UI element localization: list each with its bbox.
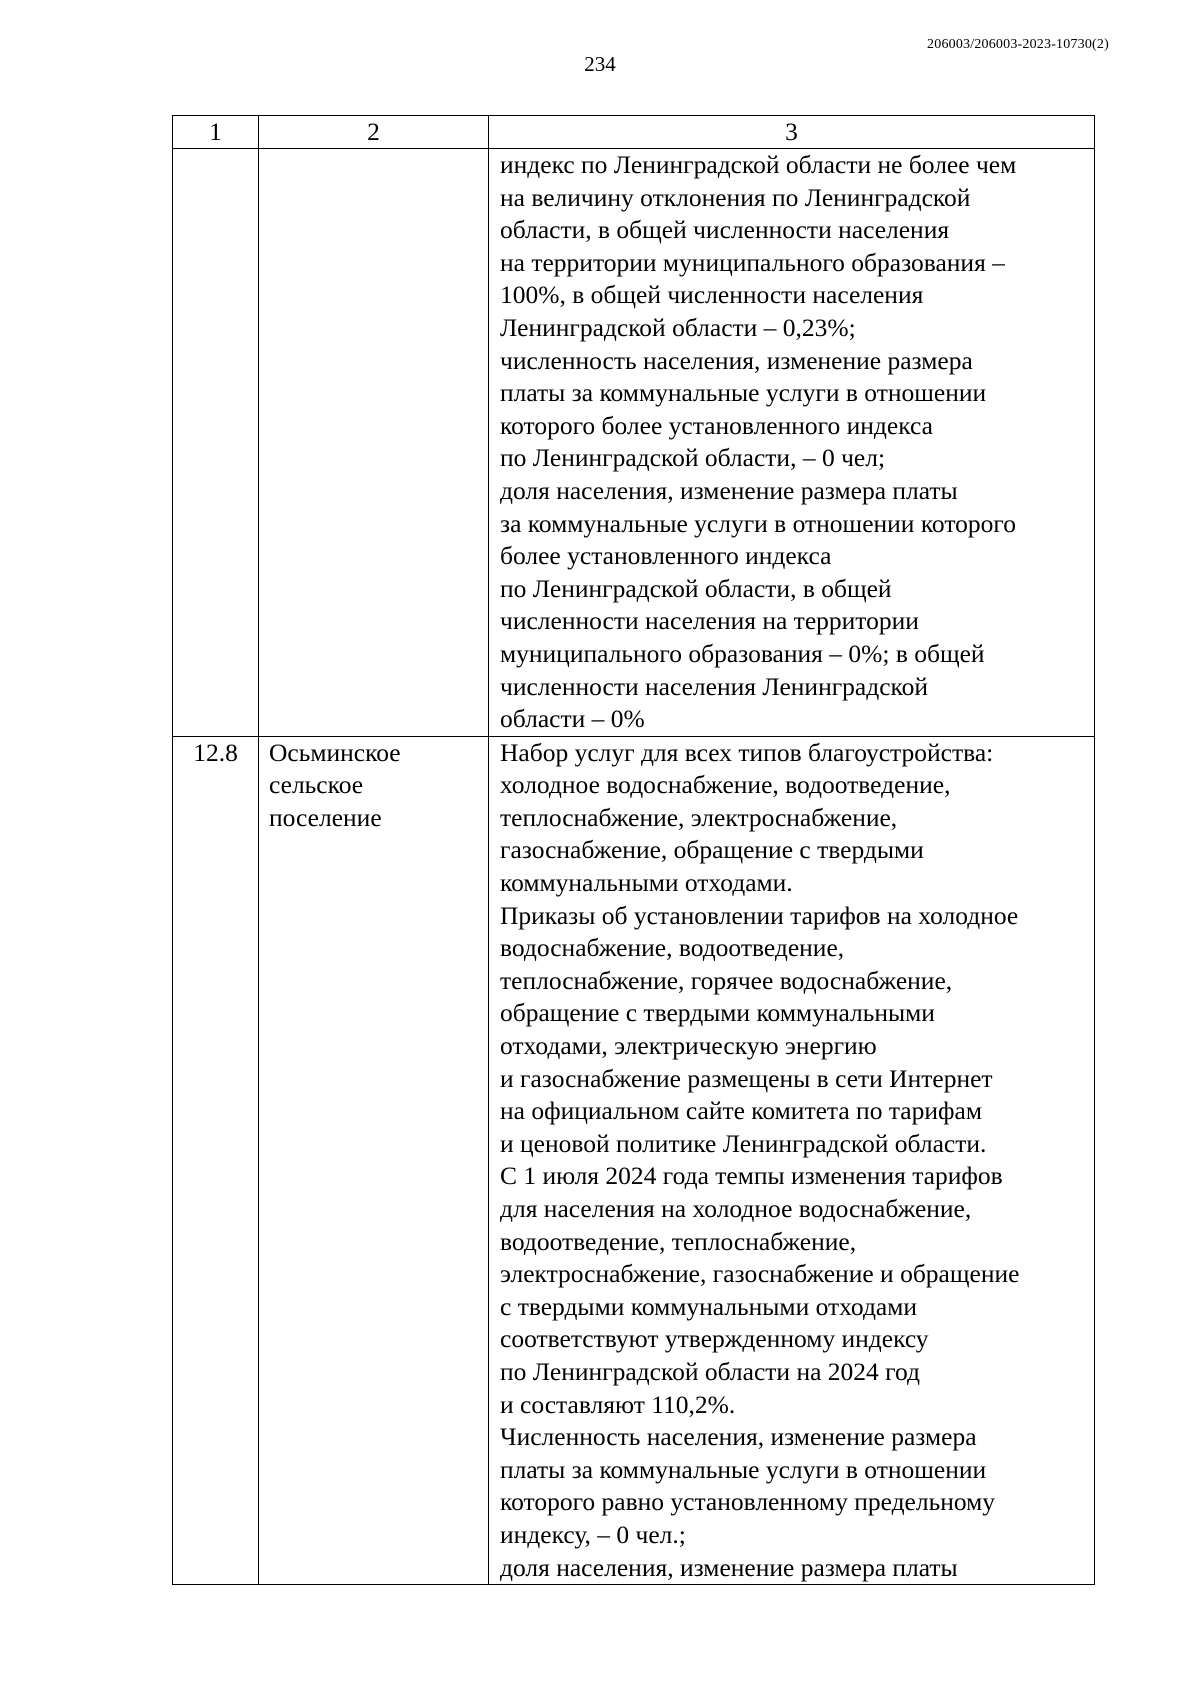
description-cell xyxy=(489,736,1095,1584)
row-number-cell: 12.8 xyxy=(173,736,259,1584)
text-line: индексу, – 0 чел.; xyxy=(500,1519,686,1549)
text-line: для населения на холодное водоснабжение, xyxy=(500,1194,972,1223)
text-line: численность населения, изменение размера xyxy=(500,345,973,375)
text-line: на величину отклонения по Ленинградской xyxy=(500,182,971,212)
text-line: Численность населения, изменение размера xyxy=(500,1422,977,1452)
column-header: 3 xyxy=(489,116,1095,149)
text-line: Ленинградской области – 0,23%; xyxy=(500,312,856,342)
text-line: за коммунальные услуги в отношении которого xyxy=(500,508,1016,538)
text-line: и газоснабжение размещены в сети Интернет xyxy=(500,1063,993,1093)
text-line: коммунальными отходами. xyxy=(500,868,793,898)
text-line: по Ленинградской области на 2024 год xyxy=(500,1356,920,1386)
text-line: платы за коммунальные услуги в отношении xyxy=(500,1454,987,1484)
text-line: Приказы об установлении тарифов на холодное xyxy=(500,900,1019,930)
column-header: 2 xyxy=(259,116,489,149)
text-line: отходами, электрическую энергию xyxy=(500,1031,877,1061)
description-cell xyxy=(489,149,1095,737)
data-table xyxy=(172,115,1095,1585)
text-line: по Ленинградской области, в общей xyxy=(500,573,892,603)
text-line: 100%, в общей численности населения xyxy=(500,280,924,310)
text-line: численности населения на территории xyxy=(500,606,919,636)
text-line: и ценовой политике Ленинградской области. xyxy=(500,1128,987,1158)
text-line: по Ленинградской области, – 0 чел; xyxy=(500,443,886,473)
text-line: теплоснабжение, горячее водоснабжение, xyxy=(500,965,953,995)
text-line: с твердыми коммунальными отходами xyxy=(500,1291,918,1321)
text-line: области – 0% xyxy=(500,704,645,734)
text-line: доля населения, изменение размера платы xyxy=(500,475,958,505)
document-id: 206003/206003-2023-10730(2) xyxy=(927,37,1109,52)
text-line: водоснабжение, водоотведение, xyxy=(500,933,845,963)
text-line: Набор услуг для всех типов благоустройства: xyxy=(500,737,994,767)
table-row xyxy=(173,149,1095,737)
text-line: холодное водоснабжение, водоотведение, xyxy=(500,770,951,800)
text-line: индекс по Ленинградской области не более чем xyxy=(500,150,1017,179)
text-line: на официальном сайте комитета по тарифам xyxy=(500,1096,982,1126)
text-line: водоотведение, теплоснабжение, xyxy=(500,1226,857,1256)
text-line: на территории муниципального образования – xyxy=(500,247,1005,277)
text-line: теплоснабжение, электроснабжение, xyxy=(500,802,898,832)
text-line: которого равно установленному предельному xyxy=(500,1487,996,1517)
text-line: газоснабжение, обращение с твердыми xyxy=(500,835,924,865)
row-number-cell xyxy=(173,149,259,737)
table-row xyxy=(173,736,1095,1584)
text-line: соответствуют утвержденному индексу xyxy=(500,1324,929,1354)
text-line: и составляют 110,2%. xyxy=(500,1389,736,1419)
page-number: 234 xyxy=(584,52,616,76)
text-line: Осьминское xyxy=(269,737,401,767)
text-line: сельское xyxy=(269,770,364,800)
table-header-row xyxy=(173,116,1095,149)
text-line: численности населения Ленинградской xyxy=(500,671,929,701)
column-header: 1 xyxy=(173,116,259,149)
text-line: электроснабжение, газоснабжение и обращение xyxy=(500,1259,1020,1289)
text-line: обращение с твердыми коммунальными xyxy=(500,998,935,1028)
text-line: которого более установленного индекса xyxy=(500,410,933,440)
text-line: платы за коммунальные услуги в отношении xyxy=(500,378,987,408)
text-line: доля населения, изменение размера платы xyxy=(500,1552,958,1582)
text-line: области, в общей численности населения xyxy=(500,215,950,245)
text-line: поселение xyxy=(269,802,382,832)
municipality-name-cell xyxy=(259,149,489,737)
text-line: С 1 июля 2024 года темпы изменения тарифов xyxy=(500,1161,1003,1191)
text-line: более установленного индекса xyxy=(500,541,832,571)
municipality-name-cell xyxy=(259,736,489,1584)
text-line: муниципального образования – 0%; в общей xyxy=(500,638,985,668)
